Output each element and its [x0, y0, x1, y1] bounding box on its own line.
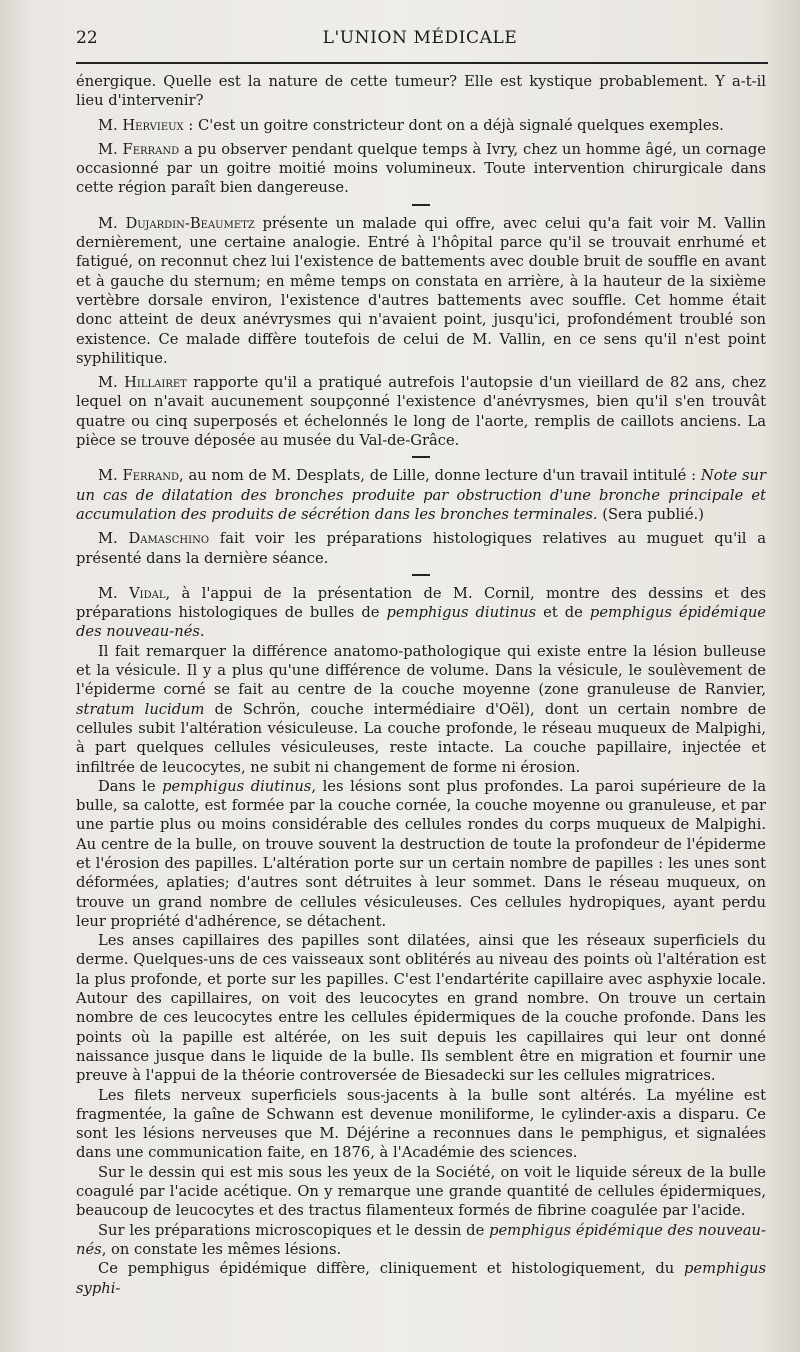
paragraph-vidal: [76, 584, 766, 642]
speaker-name: M. Vidal: [98, 584, 166, 602]
paragraph-ferrand-goitre: [76, 140, 766, 198]
paragraph-text: Il fait remarquer la différence anatomo-pathologique qui existe entre la lésion bulleuse et la vésicule. Il y a plus qu'une différence de volume. Dans la vésicule, le soulèvement de l'épiderme corné se fait au centre de la couche moyenne (zone granuleuse de Ranvier,: [76, 642, 766, 699]
speaker-name: M. Damaschino: [98, 530, 210, 548]
running-title: L'UNION MÉDICALE: [322, 28, 518, 48]
paragraph-dessin: Sur le dessin qui est mis sous les yeux de la Société, on voit le liquide séreux de la bulle coagulé par l'acide acétique. On y remarque une grande quantité de cellules épidermiques, beaucoup de leucocytes et des tractus filamenteux formés de fibrine coagulée par l'acide.: [76, 1163, 766, 1220]
paragraph-epidemique: [76, 1259, 766, 1298]
paragraph-text: , les lésions sont plus profondes. La paroi supérieure de la bulle, sa calotte, est formée par la couche cornée, la couche moyenne ou granuleuse, et par une partie plus ou moins considérable des cellules rondes du corps muqueux de Malpighi. Au centre de la bulle, on trouve souvent la destruction de toute la profondeur de l'épiderme et l'érosion des papilles. L'altération porte sur un certain nombre de papilles : les unes sont déformées, aplaties; d'autres sont détruites à leur sommet. Dans le réseau muqueux, on trouve un grand nombre de cellules vésiculeuses. Ces cellules hydropiques, ayant perdu leur propriété d'adhérence, se détachent.: [76, 777, 766, 930]
paragraph-continuation: énergique. Quelle est la nature de cette tumeur? Elle est kystique probablement. Y a-t-il lieu d'intervenir?: [76, 73, 766, 110]
paragraph-preparations: [76, 1221, 766, 1260]
page-number: 22: [76, 28, 98, 48]
speaker-name: M. Ferrand: [98, 140, 180, 158]
paragraph-capillaires: Les anses capillaires des papilles sont dilatées, ainsi que les réseaux superficiels du derme. Quelques-uns de ces vaisseaux sont oblitérés au niveau des points où l'altération est la plus profonde, et porte sur les papilles. C'est l'endartérite capillaire avec asphyxie locale. Autour des capillaires, on voit des leucocytes en grand nombre. On trouve un certain nombre de ces leucocytes entre les cellules épidermiques de la couche profonde. Dans les points où la papille est altérée, on les suit depuis les capillaires qui leur ont donné naissance jusque dans le liquide de la bulle. Ils semblent être en migration et fournir une preuve à l'appui de la théorie controversée de Biesadecki sur les cellules migratrices.: [76, 932, 766, 1085]
paragraph-text: Dans le: [98, 777, 163, 795]
paragraph-text: : C'est un goitre constricteur dont on a déjà signalé quelques exemples.: [183, 116, 724, 134]
article-body: [76, 72, 766, 1298]
paragraph-dujardin-beaumetz: [76, 214, 766, 368]
section-separator: [412, 204, 430, 206]
paragraph-text: présente un malade qui offre, avec celui qu'a fait voir M. Vallin dernièrement, une certaine analogie. Entré à l'hôpital parce qu'il se trouvait enrhumé et fatigué, on reconnut chez lui l'existence de battements avec double bruit de souffle en avant et à gauche du sternum; en même temps on constata en arrière, à la hauteur de la sixième vertèbre dorsale environ, l'existence d'autres battements avec souffle. Cet homme était donc atteint de deux anévrysmes qui n'avaient point, jusqu'ici, profondément troublé son existence. Ce malade diffère toutefois de celui de M. Vallin, en ce sens qu'il n'est point syphilitique.: [76, 214, 766, 367]
paragraph-text: rapporte qu'il a pratiqué autrefois l'autopsie d'un vieillard de 82 ans, chez lequel on n'avait aucunement soupçonné l'existence d'anévrysmes, bien qu'il s'en trouvât quatre ou cinq superposés et échelonnés le long de l'aorte, remplis de caillots anciens. La pièce se trouve déposée au musée du Val-de-Grâce.: [76, 374, 766, 450]
speaker-name: M. Hervieux: [98, 116, 184, 134]
work-title: Note sur un cas de dilatation des bronches produite par obstruction d'une bronche principale et accumulation des produits de sécrétion dans les bronches terminales.: [76, 467, 766, 523]
paragraph-text: a pu observer pendant quelque temps à Ivry, chez un homme âgé, un cornage occasionné par un goitre moitié moins volumineux. Toute intervention chirurgicale dans cette région paraît bien dangereuse.: [76, 140, 766, 197]
paragraph-hillairet: [76, 373, 766, 450]
paragraph-text: Ce pemphigus épidémique diffère, cliniquement et histologiquement, du: [98, 1260, 685, 1278]
italic-term: pemphigus syphi-: [76, 1260, 766, 1297]
paragraph-text: .: [199, 623, 205, 641]
italic-term: stratum lucidum: [76, 700, 205, 718]
paragraph-text: , à l'appui de la présentation de M. Cornil, montre des dessins et des préparations histologiques de bulles de: [76, 584, 766, 622]
speaker-name: M. Dujardin-Beaumetz: [98, 214, 255, 232]
speaker-name: M. Hillairet: [98, 374, 187, 392]
paragraph-nerfs: Les filets nerveux superficiels sous-jacents à la bulle sont altérés. La myéline est fragmentée, la gaîne de Schwann est devenue moniliforme, le cylinder-axis a disparu. Ce sont les lésions nerveuses que M. Déjérine a reconnues dans le pemphigus, et signalées dans une communication faite, en 1876, à l'Académie des sciences.: [76, 1086, 766, 1162]
speaker-name: M. Ferrand: [98, 467, 180, 485]
section-separator: [412, 456, 430, 458]
italic-term: pemphigus épidémique des nouveau-nés: [76, 604, 766, 641]
paragraph-text: fait voir les préparations histologiques relatives au muguet qu'il a présenté dans la dernière séance.: [76, 530, 766, 567]
paragraph-text: (Sera publié.): [597, 505, 704, 523]
page-header: [76, 28, 764, 54]
paragraph-vesicule: [76, 642, 766, 777]
italic-term: pemphigus épidémique des nouveau-nés: [76, 1221, 766, 1258]
italic-term: pemphigus diutinus: [386, 604, 537, 622]
paragraph-text: , au nom de M. Desplats, de Lille, donne lecture d'un travail intitulé :: [179, 467, 701, 485]
section-separator: [412, 574, 430, 576]
header-rule: [76, 62, 768, 64]
paragraph-hervieux: [76, 116, 766, 135]
paragraph-text: , on constate les mêmes lésions.: [101, 1240, 342, 1258]
paragraph-ferrand-desplats: [76, 466, 766, 524]
paragraph-damaschino: [76, 529, 766, 568]
italic-term: pemphigus diutinus: [162, 777, 312, 795]
paragraph-text: et de: [536, 604, 590, 622]
paragraph-text: de Schrön, couche intermédiaire d'Oël), dont un certain nombre de cellules subit l'altération vésiculeuse. La couche profonde, le réseau muqueux de Malpighi, à part quelques cellules vésiculeuses, reste intacte. La couche papillaire, injectée et infiltrée de leucocytes, ne subit ni changement de forme ni érosion.: [76, 700, 767, 776]
paragraph-diutinus: [76, 777, 766, 931]
paragraph-text: Sur les préparations microscopiques et le dessin de: [98, 1221, 490, 1239]
